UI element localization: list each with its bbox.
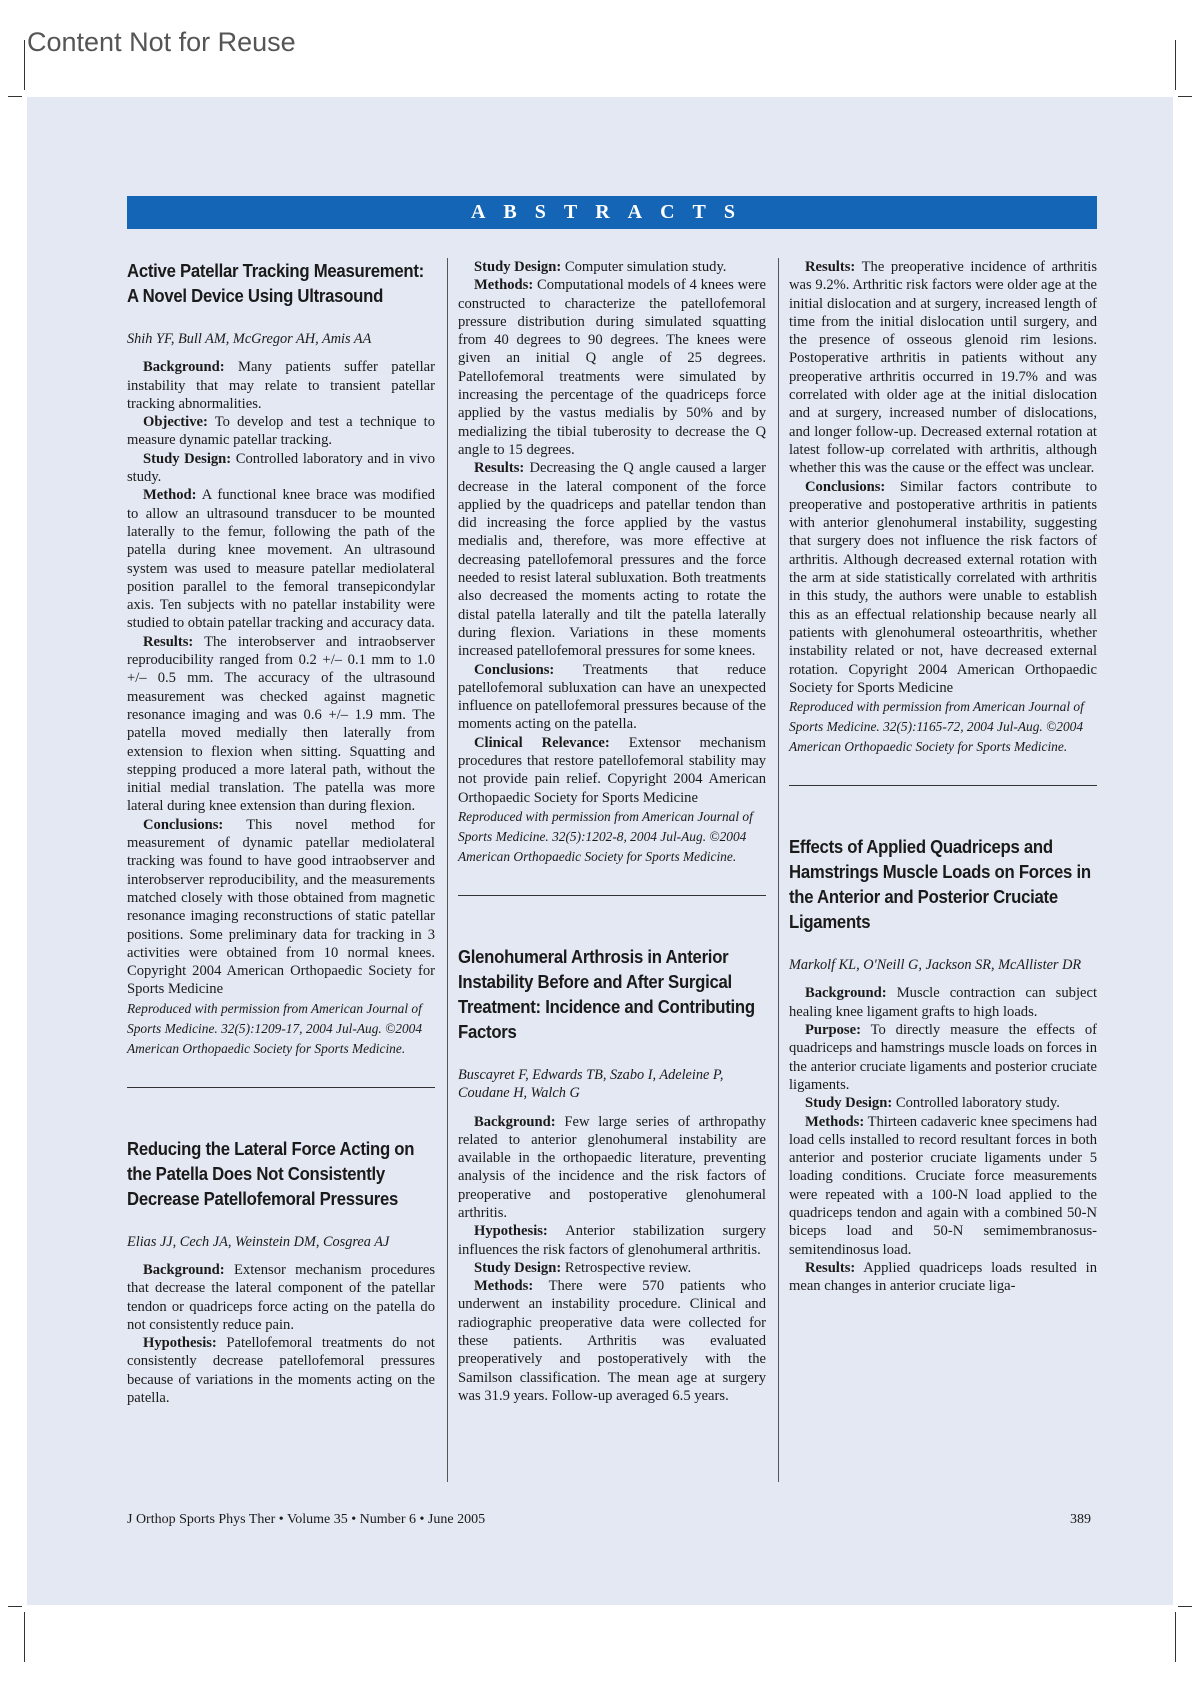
section-text: To develop and test a technique to measure dynamic patellar tracking. xyxy=(127,414,435,449)
section-label: Method: xyxy=(143,487,197,504)
abstract-paragraph xyxy=(458,1277,766,1405)
title-line: Ligaments xyxy=(789,911,871,933)
section-label: Methods: xyxy=(474,1278,534,1295)
section-text: Extensor mechanism procedures that restore patellofemoral stability may not provide pain relief. Copyright 2004 American Orthopaedic Society for Sports Medicine xyxy=(458,734,766,806)
crop-mark xyxy=(24,40,25,90)
title-line: Instability Before and After Surgical xyxy=(458,970,732,992)
crop-mark xyxy=(24,1612,25,1662)
section-text: Extensor mechanism procedures that decrease the lateral component of the patellar tendon or quadriceps force acting on the patella do not consistently reduce pain. xyxy=(127,1261,435,1333)
section-text: Treatments that reduce patellofemoral subluxation can have an unexpected influence on patellofemoral pressures because of the moments acting on the patella. xyxy=(458,661,766,733)
section-label: Methods: xyxy=(474,277,534,294)
section-banner: ABSTRACTS xyxy=(127,196,1097,229)
title-line: Active Patellar Tracking Measurement: xyxy=(127,260,424,281)
reproduction-notice: Reproduced with permission from American Journal of Sports Medicine. 32(5):1209-17, 2004 Jul-Aug. ©2004 American Orthopaedic Society for Sports Medicine. xyxy=(127,1000,423,1056)
section-label: Background: xyxy=(805,985,887,1002)
article-title xyxy=(458,944,764,1044)
title-line: Hamstrings Muscle Loads on Forces in xyxy=(789,861,1091,883)
abstract-paragraph xyxy=(789,478,1097,698)
article-authors: Elias JJ, Cech JA, Weinstein DM, Cosgrea AJ xyxy=(127,1233,390,1250)
abstract-paragraph xyxy=(127,358,435,413)
article-authors: Markolf KL, O'Neill G, Jackson SR, McAllister DR xyxy=(789,957,1082,974)
section-text: Applied quadriceps loads resulted in mean changes in anterior cruciate liga- xyxy=(789,1259,1097,1295)
section-label: Background: xyxy=(474,1113,556,1130)
section-text: A functional knee brace was modified to allow an ultrasound transducer to be mounted laterally to the femur, following the path of the patella during knee movement. An ultrasound system was used to measure patellar mediolateral position parallel to the femoral transepicondylar axis. Ten subjects with no patellar instability were studied to obtain patellar tracking and accuracy data. xyxy=(127,487,435,632)
section-text: The preoperative incidence of arthritis was 9.2%. Arthritic risk factors were older age at the initial dislocation and at surgery, increased length of time from the initial dislocation until surgery, and the presence of osseous glenoid rim lesions. Postoperative arthritis in patients without any preoperative arthritis occurred in 19.7% and was correlated with older age at the initial dislocation and at surgery, increased number of dislocations, and longer follow-up. Decreased external rotation at latest follow-up correlated with arthritis, although whether this was the cause or the effect was unclear. xyxy=(789,259,1098,477)
abstract-paragraph xyxy=(127,450,435,487)
section-text: Few large series of arthropathy related to anterior glenohumeral instability are available in the orthopaedic literature, preventing analysis of the incidence and the risk factors of preoperative and postoperative glenohumeral arthritis. xyxy=(458,1113,766,1221)
title-line: Treatment: Incidence and Contributing xyxy=(458,995,755,1017)
section-label: Background: xyxy=(143,1261,225,1278)
title-line: Factors xyxy=(458,1020,517,1042)
crop-mark xyxy=(1178,96,1192,97)
section-label: Results: xyxy=(805,1259,856,1276)
authors-line: Coudane H, Walch G xyxy=(458,1085,580,1102)
section-label: Conclusions: xyxy=(143,816,224,833)
title-line: A Novel Device Using Ultrasound xyxy=(127,285,384,306)
section-text: The interobserver and intraobserver reproducibility ranged from 0.2 +/– 0.1 mm to 1.0 +/– 0.5 mm. The accuracy of the ultrasound measurement was checked against magnetic resonance imaging and was 0.6 +/– 1.9 mm. The patella moved medially then laterally from extension to flexion when sitting. Squatting and stepping produced a more lateral path, without the initial medial translation. The patella was more lateral during knee extension than during flexion. xyxy=(127,633,435,815)
article-title xyxy=(127,1136,433,1211)
section-label: Results: xyxy=(805,259,856,275)
abstract-paragraph xyxy=(458,661,766,734)
article-authors xyxy=(458,1066,766,1103)
section-label: Purpose: xyxy=(805,1022,861,1039)
abstract-paragraph xyxy=(789,1113,1097,1259)
watermark-text: Content Not for Reuse xyxy=(27,27,296,57)
section-label: Study Design: xyxy=(474,259,562,275)
abstract-paragraph xyxy=(458,1259,766,1277)
section-label: Objective: xyxy=(143,414,208,431)
journal-citation: J Orthop Sports Phys Ther • Volume 35 • Number 6 • June 2005 xyxy=(127,1512,486,1527)
abstract-paragraph xyxy=(127,816,435,999)
crop-mark xyxy=(1175,40,1176,90)
column-divider xyxy=(778,258,779,1482)
section-label: Conclusions: xyxy=(474,661,555,678)
section-label: Hypothesis: xyxy=(474,1223,548,1240)
article-separator xyxy=(127,1087,435,1088)
section-text: Similar factors contribute to preoperative and postoperative arthritis in patients with anterior glenohumeral instability, suggesting that surgery does not influence the risk factors of arthritis. Although decreased external rotation with the arm at side statistically correlated with arthritis in this study, the authors were unable to establish this as an effectual relationship because nearly all patients with glenohumeral osteoarthritis, whether instability related or not, have decreased external rotation. Copyright 2004 American Orthopaedic Society for Sports Medicine xyxy=(789,478,1097,696)
section-label: Study Design: xyxy=(805,1095,893,1112)
section-text: Controlled laboratory and in vivo study. xyxy=(127,450,436,486)
section-text: Controlled laboratory study. xyxy=(895,1095,1060,1112)
article-title xyxy=(789,834,1095,934)
abstract-paragraph xyxy=(127,486,435,632)
section-label: Study Design: xyxy=(143,450,232,467)
section-text: Anterior stabilization surgery influences the risk factors of glenohumeral arthritis. xyxy=(458,1223,766,1258)
section-label: Methods: xyxy=(805,1113,865,1130)
reproduction-notice: Reproduced with permission from American Journal of Sports Medicine. 32(5):1165-72, 2004 Jul-Aug. ©2004 American Orthopaedic Society for Sports Medicine. xyxy=(789,699,1084,755)
page-number: 389 xyxy=(1070,1512,1091,1527)
article-authors: Shih YF, Bull AM, McGregor AH, Amis AA xyxy=(127,331,372,347)
abstract-paragraph xyxy=(458,258,766,276)
column-1 xyxy=(127,258,435,1407)
abstract-paragraph xyxy=(789,258,1097,478)
section-text: Computational models of 4 knees were constructed to characterize the patellofemoral pressure distribution during simulated squatting from 40 degrees to 90 degrees. The knees were given an initial Q angle of 25 degrees. Patellofemoral treatments were simulated by increasing the percentage of the quadriceps force applied by the vastus medialis by 50% and by medializing the tibial tuberosity to decrease the Q angle to 15 degrees. xyxy=(458,277,766,458)
crop-mark xyxy=(8,1606,22,1607)
authors-line: Buscayret F, Edwards TB, Szabo I, Adeleine P, xyxy=(458,1066,724,1083)
crop-mark xyxy=(1175,1612,1176,1662)
title-line: the Anterior and Posterior Cruciate xyxy=(789,886,1058,908)
section-label: Clinical Relevance: xyxy=(474,734,610,751)
crop-mark xyxy=(8,96,22,97)
abstract-paragraph xyxy=(458,276,766,459)
abstract-paragraph xyxy=(458,734,766,807)
title-line: Decrease Patellofemoral Pressures xyxy=(127,1187,399,1209)
section-text: Thirteen cadaveric knee specimens had load cells installed to record resultant forces in both anterior and posterior cruciate ligaments under 5 loading conditions. Cruciate force measurements were repeated with a 100-N load applied to the quadriceps tendon and again with a combined 50-N biceps load and 50-N semimembranosus-semitendinosus load. xyxy=(789,1113,1097,1258)
section-text: Muscle contraction can subject healing knee ligament grafts to high loads. xyxy=(789,985,1098,1020)
reproduction-notice: Reproduced with permission from American Journal of Sports Medicine. 32(5):1202-8, 2004 Jul-Aug. ©2004 American Orthopaedic Society for Sports Medicine. xyxy=(458,808,753,864)
abstract-paragraph xyxy=(789,984,1097,1021)
article-title xyxy=(127,258,433,308)
abstract-paragraph xyxy=(458,1222,766,1259)
crop-mark xyxy=(1178,1606,1192,1607)
section-label: Results: xyxy=(143,633,194,650)
section-text: Decreasing the Q angle caused a larger decrease in the lateral component of the force applied by the quadriceps and patellar tendon than did increasing the force applied by the vastus medialis and, therefore, was more effective at decreasing patellofemoral pressures and the force needed to resist lateral subluxation. Both treatments also decreased the moments acting to rotate the distal patella laterally and tilt the patella laterally during flexion. Variations in these moments increased patellofemoral pressures for some knees. xyxy=(458,460,766,660)
section-label: Hypothesis: xyxy=(143,1335,217,1352)
section-label: Background: xyxy=(143,359,225,376)
column-3 xyxy=(789,258,1097,1295)
section-text: Many patients suffer patellar instability that may relate to transient patellar tracking abnormalities. xyxy=(127,359,435,412)
section-label: Results: xyxy=(474,460,525,477)
article-separator xyxy=(458,895,766,896)
section-text: To directly measure the effects of quadriceps and hamstrings muscle loads on forces in the anterior cruciate ligaments and posterior cruciate ligaments. xyxy=(789,1022,1097,1093)
abstract-paragraph xyxy=(127,413,435,450)
section-text: This novel method for measurement of dynamic patellar mediolateral tracking was found to have good intraobserver and interobserver reproducibility, and the measurements matched closely with those obtained from magnetic resonance imaging reconstructions of static patellar positions. Some preliminary data for tracking in 3 activities were obtained from 10 normal knees. Copyright 2004 American Orthopaedic Society for Sports Medicine xyxy=(127,816,435,998)
section-text: Computer simulation study. xyxy=(564,259,727,275)
abstract-paragraph xyxy=(127,1261,435,1334)
abstract-paragraph xyxy=(458,459,766,660)
abstract-paragraph xyxy=(789,1094,1097,1112)
abstract-paragraph xyxy=(127,1334,435,1407)
section-text: Retrospective review. xyxy=(564,1259,692,1276)
section-text: Patellofemoral treatments do not consistently decrease patellofemoral pressures because of variations in the moments acting on the patella. xyxy=(127,1335,435,1407)
section-text: There were 570 patients who underwent an instability procedure. Clinical and radiographic preoperative data were collected for these patients. Arthritis was evaluated preoperatively and postoperatively with the Samilson classification. The mean age at surgery was 31.9 years. Follow-up averaged 6.5 years. xyxy=(458,1278,767,1404)
abstract-paragraph xyxy=(458,1113,766,1223)
section-label: Study Design: xyxy=(474,1259,562,1276)
section-label: Conclusions: xyxy=(805,478,886,495)
title-line: Reducing the Lateral Force Acting on xyxy=(127,1137,415,1159)
column-divider xyxy=(447,258,448,1482)
article-separator xyxy=(789,785,1097,786)
abstract-paragraph xyxy=(127,633,435,816)
title-line: the Patella Does Not Consistently xyxy=(127,1162,385,1184)
column-2 xyxy=(458,258,766,1405)
abstract-paragraph xyxy=(789,1021,1097,1094)
title-line: Effects of Applied Quadriceps and xyxy=(789,836,1053,858)
title-line: Glenohumeral Arthrosis in Anterior xyxy=(458,945,729,967)
abstract-paragraph xyxy=(789,1259,1097,1296)
